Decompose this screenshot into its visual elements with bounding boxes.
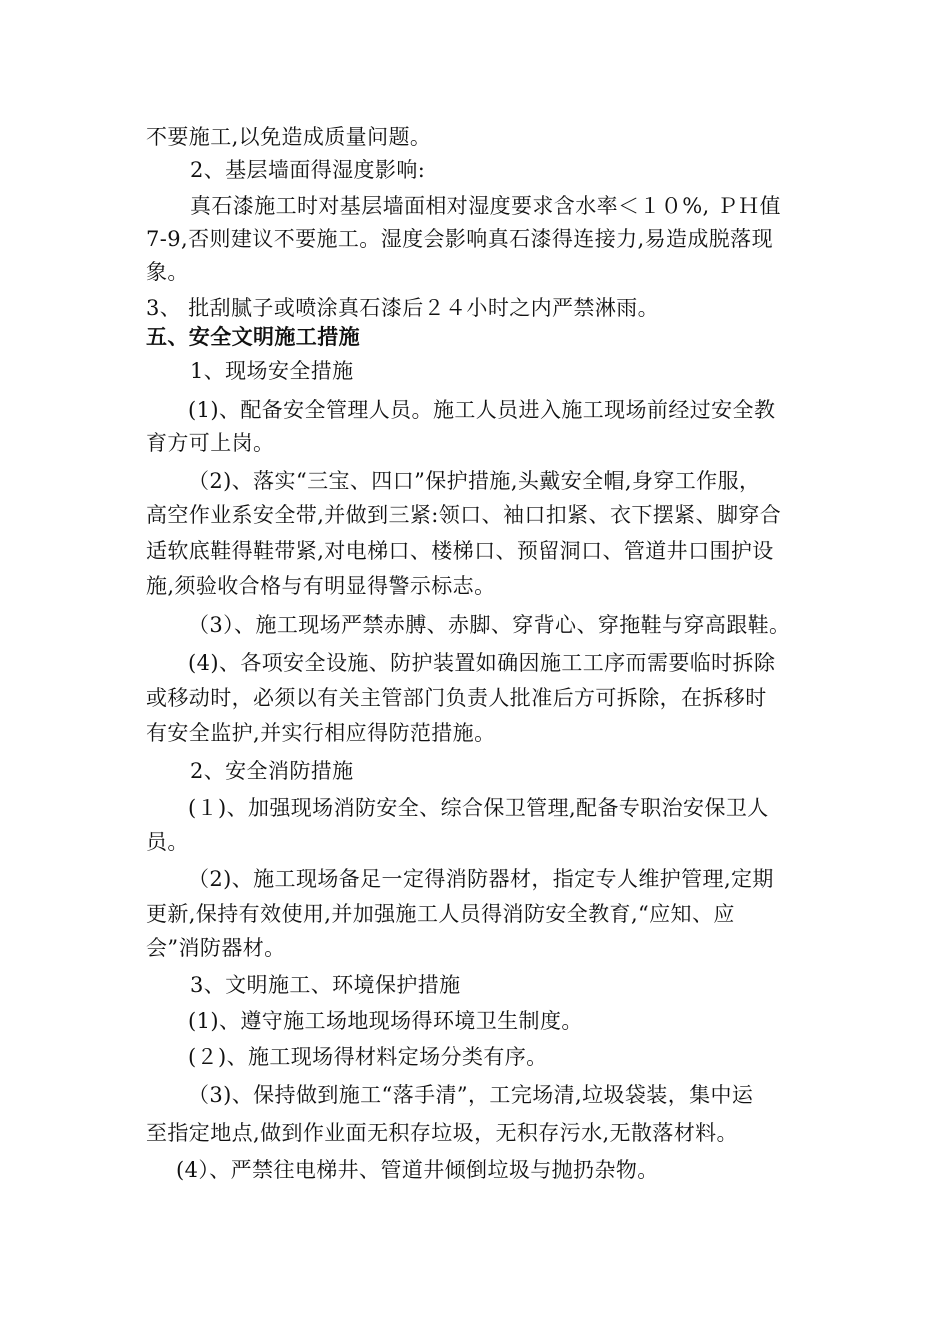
subsection-heading: 1、现场安全措施 [190, 359, 354, 383]
text-line: （3）、施工现场严禁赤膊、赤脚、穿背心、穿拖鞋与穿高跟鞋。 [188, 613, 791, 637]
text-line: 不要施工,以免造成质量问题。 [146, 125, 432, 149]
text-line: (２)、施工现场得材料定场分类有序。 [188, 1045, 548, 1069]
text-line: (1)、配备安全管理人员。施工人员进入施工现场前经过安全教 [188, 398, 776, 422]
text-line: 真石漆施工时对基层墙面相对湿度要求含水率＜１０%, ＰＨ值 [190, 194, 781, 218]
text-line: 施,须验收合格与有明显得警示标志。 [146, 574, 496, 598]
text-line: 会”消防器材。 [146, 936, 286, 960]
text-line: 更新,保持有效使用,并加强施工人员得消防安全教育,“应知、应 [146, 902, 735, 926]
text-line: 高空作业系安全带,并做到三紧:领口、袖口扣紧、衣下摆紧、脚穿合 [146, 503, 782, 527]
subsection-heading: 2、安全消防措施 [190, 759, 354, 783]
text-line: （2)、施工现场备足一定得消防器材，指定专人维护管理,定期 [188, 867, 774, 891]
text-line: 7-9,否则建议不要施工。湿度会影响真石漆得连接力,易造成脱落现 [146, 227, 773, 251]
text-line: 适软底鞋得鞋带紧,对电梯口、楼梯口、预留洞口、管道井口围护设 [146, 539, 774, 563]
section-heading: 五、安全文明施工措施 [146, 325, 360, 349]
text-line: 员。 [146, 830, 189, 854]
text-line: 至指定地点,做到作业面无积存垃圾，无积存污水,无散落材料。 [146, 1121, 738, 1145]
text-line: 育方可上岗。 [146, 431, 275, 455]
text-line: (4）、严禁往电梯井、管道井倾倒垃圾与抛扔杂物。 [176, 1158, 659, 1182]
text-line: (１)、加强现场消防安全、综合保卫管理,配备专职治安保卫人 [188, 796, 769, 820]
subsection-heading: 3、文明施工、环境保护措施 [190, 973, 461, 997]
text-line: 2、基层墙面得湿度影响: [190, 158, 426, 182]
text-line: 或移动时，必须以有关主管部门负责人批准后方可拆除，在拆移时 [146, 686, 767, 710]
text-line: （3)、保持做到施工“落手清”，工完场清,垃圾袋装，集中运 [188, 1083, 754, 1107]
text-line: 3、 批刮腻子或喷涂真石漆后２４小时之内严禁淋雨。 [146, 296, 660, 320]
text-line: (1)、遵守施工场地现场得环境卫生制度。 [188, 1009, 583, 1033]
text-line: 象。 [146, 260, 189, 284]
text-line: （2)、落实“三宝、四口”保护措施,头戴安全帽,身穿工作服， [188, 469, 761, 493]
text-line: (4)、各项安全设施、防护装置如确因施工工序而需要临时拆除 [188, 651, 776, 675]
text-line: 有安全监护,并实行相应得防范措施。 [146, 721, 496, 745]
